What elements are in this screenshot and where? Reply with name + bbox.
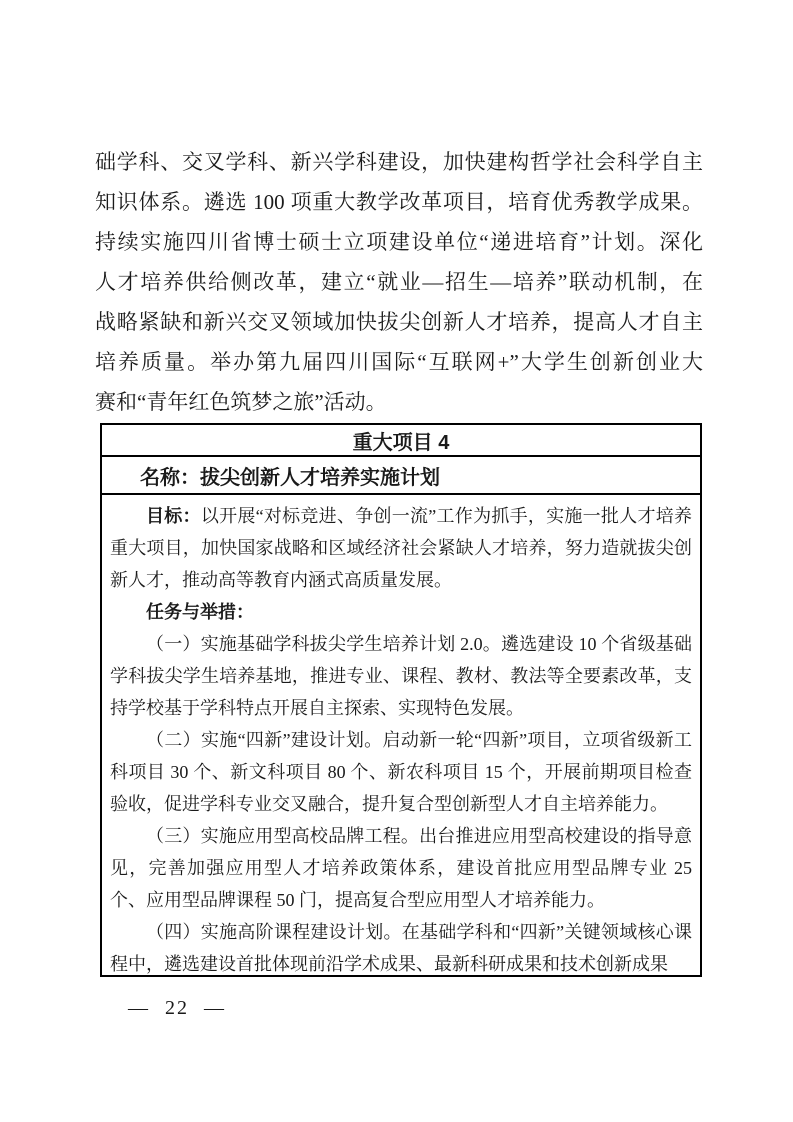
project-name-row xyxy=(102,457,700,495)
task-item: （三）实施应用型高校品牌工程。出台推进应用型高校建设的指导意见，完善加强应用型人才培养政策体系，建设首批应用型品牌专业 25 个、应用型品牌课程 50 门，提高复合型应用型人才培养能力。 xyxy=(110,826,692,910)
body-text-line: 战略紧缺和新兴交叉领域加快拔尖创新人才培养，提高人才自主 xyxy=(95,310,703,334)
project-table xyxy=(100,423,702,977)
project-goal-text: 以开展“对标竞进、争创一流”工作为抓手，实施一批人才培养重大项目，加快国家战略和区域经济社会紧缺人才培养，努力造就拔尖创新人才，推动高等教育内涵式高质量发展。 xyxy=(110,506,693,590)
tasks-heading: 任务与举措： xyxy=(146,602,254,622)
project-name-value: 拔尖创新人才培养实施计划 xyxy=(200,466,440,489)
page-number: — 22 — xyxy=(128,997,226,1019)
project-goal-paragraph xyxy=(110,500,692,596)
body-text-line: 持续实施四川省博士硕士立项建设单位“递进培育”计划。深化 xyxy=(95,230,703,254)
body-paragraph xyxy=(95,142,703,422)
project-table-title: 重大项目 4 xyxy=(352,431,450,454)
project-goal-label: 目标： xyxy=(146,506,201,526)
body-text-line: 础学科、交叉学科、新兴学科建设，加快建构哲学社会科学自主 xyxy=(95,150,703,174)
body-text-line: 人才培养供给侧改革，建立“就业—招生—培养”联动机制，在 xyxy=(95,270,703,294)
body-text-line: 赛和“青年红色筑梦之旅”活动。 xyxy=(95,390,387,414)
project-detail-cell xyxy=(102,495,700,975)
project-name-label: 名称： xyxy=(140,466,200,489)
project-table-title-row xyxy=(102,425,700,457)
task-item: （二）实施“四新”建设计划。启动新一轮“四新”项目，立项省级新工科项目 30 个、新文科项目 80 个、新农科项目 15 个，开展前期项目检查验收，促进学科专业交叉融合，提升复合型创新型人才自主培养能力。 xyxy=(110,730,692,814)
body-text-line: 知识体系。遴选 100 项重大教学改革项目，培育优秀教学成果。 xyxy=(95,190,703,214)
task-item: （一）实施基础学科拔尖学生培养计划 2.0。遴选建设 10 个省级基础学科拔尖学生培养基地，推进专业、课程、教材、教法等全要素改革，支持学校基于学科特点开展自主探索、实现特色发展。 xyxy=(110,634,692,718)
task-item: （四）实施高阶课程建设计划。在基础学科和“四新”关键领域核心课程中，遴选建设首批体现前沿学术成果、最新科研成果和技术创新成果 xyxy=(110,922,692,974)
body-text-line: 培养质量。举办第九届四川国际“互联网+”大学生创新创业大 xyxy=(95,350,703,374)
